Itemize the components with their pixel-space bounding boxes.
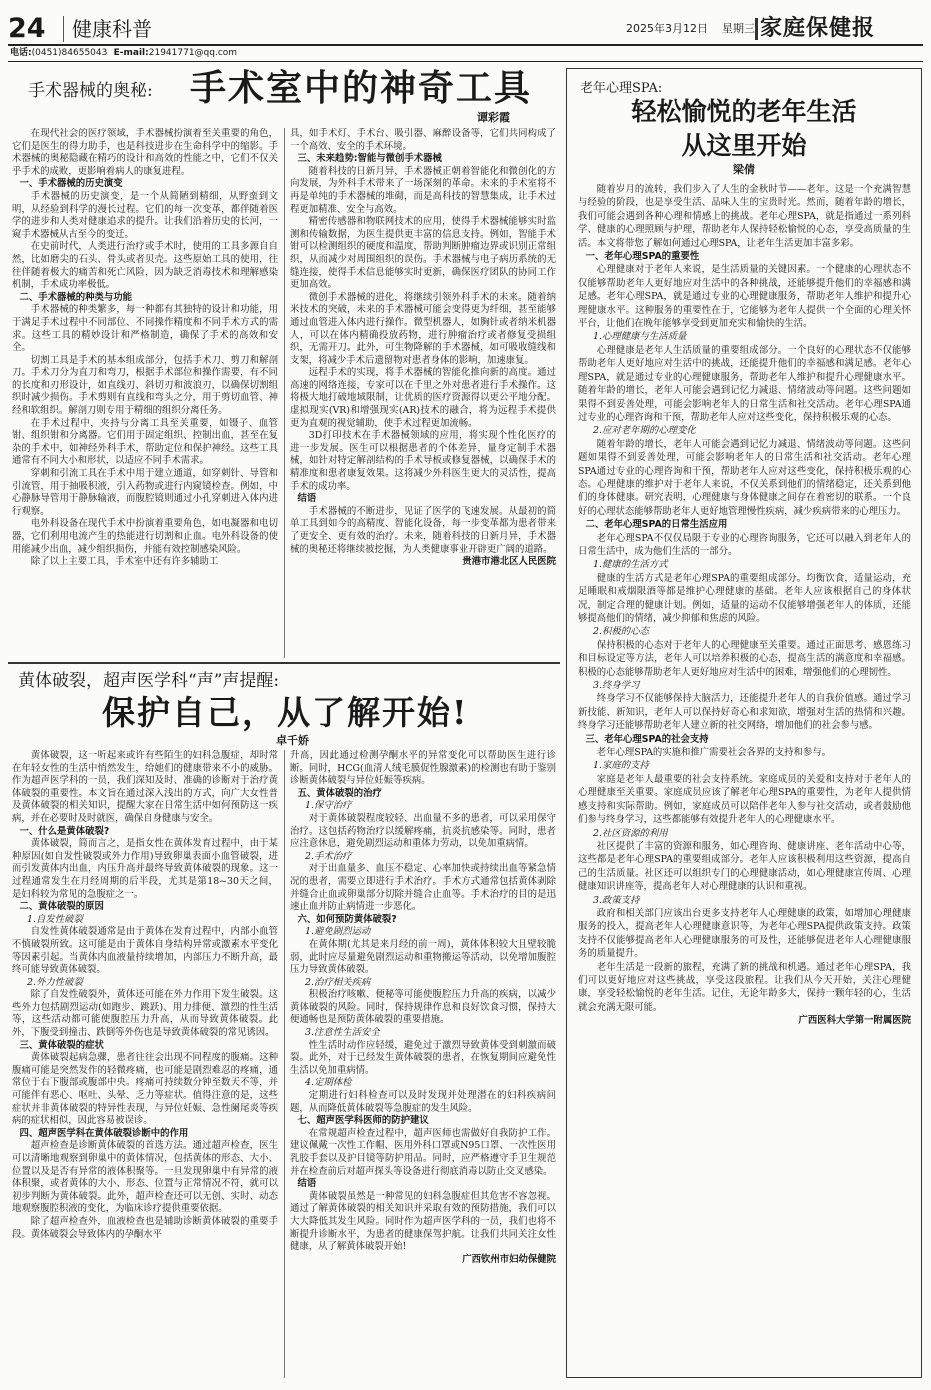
email-address: 21941771@qq.com (148, 48, 238, 58)
section-heading: 结语 (297, 1178, 317, 1190)
body-paragraph: 在手术过程中，夹持与分离工具至关重要，如镊子、血管钳、组织钳和分离器。它们用于固定组织、控制出血，甚至在复杂的手术中，如神经外科手术，帮助定位和保护神经。这些工具通常有不同大小和形状，以适应不同手术需求。 (12, 417, 278, 467)
section-heading: 一、老年心理SPA的重要性 (585, 251, 700, 263)
section-heading: 三、老年心理SPA的社会支持 (585, 733, 709, 745)
subsection-heading: 2.外力性破裂 (27, 976, 83, 988)
body-paragraph: 随着年龄的增长，老年人可能会遇到记忆力减退、情绪波动等问题。这些问题如果得不到妥善处理，可能会影响老年人的日常生活和社交活动。老年心理SPA通过专业的心理咨询和干预，帮助老年人应对这些变化，保持积极乐观的心态。心理健康的维护对于老年人来说，不仅关系到他们的情绪稳定，还关系到他们的身体健康。研究表明，心理健康与身体健康之间存在着密切的联系。一个良好的心理状态能够帮助老年人更好地管理慢性疾病，减少疾病带来的心理压力。 (578, 438, 911, 517)
subsection-heading: 3.终身学习 (593, 680, 640, 692)
contact-line (10, 48, 237, 59)
section-heading: 一、什么是黄体破裂? (19, 825, 110, 837)
section-heading: 一、手术器械的历史演变 (19, 178, 123, 190)
article2-column-2 (290, 750, 556, 1378)
body-paragraph: 微创手术器械的进化，将继续引领外科手术的未来。随着纳米技术的突破，未来的手术器械可能会变得更为纤细，甚至能够通过血管进入体内进行操作。微型机器人，如胸针或者纳米机器人，可以在体内精确投放药物，进行肿瘤治疗或者修复受损组织，无需开刀。此外，可生物降解的手术器械，如可吸收缝线和支架，将减少手术后遗留物对患者身体的影响，加速康复。 (290, 291, 556, 366)
article1-column-2 (290, 128, 556, 658)
section-heading: 三、未来趋势:智能与微创手术器械 (297, 153, 442, 165)
section-heading: 三、黄体破裂的症状 (19, 1039, 104, 1051)
article1-kicker: 手术器械的奥秘: (28, 81, 153, 101)
section-heading: 五、黄体破裂的治疗 (297, 787, 382, 799)
body-paragraph: 黄体破裂，这一听起来或许有些陌生的妇科急腹症，却时常在年轻女性的生活中悄然发生，给她们的健康带来不小的威胁。作为超声医学科的一员，我们深知及时、准确的诊断对于治疗黄体破裂的重要性。本文旨在通过深入浅出的方式，向广大女性普及黄体破裂的相关知识，提醒大家在日常生活中如何预防这一疾病，并在必要时及时就医，确保自身健康与安全。 (12, 750, 278, 824)
body-paragraph: 穿刺和引流工具在手术中用于建立通道，如穿刺针、导管和引流管，用于抽吸积液，引入药物或进行内窥镜检查。例如，中心静脉导管用于静脉输液，而腹腔镜则通过小孔穿刺进入体内进行观察。 (12, 468, 278, 517)
subsection-heading: 1.家庭的支持 (593, 760, 649, 772)
body-paragraph: 健康的生活方式是老年心理SPA的重要组成部分。均衡饮食，适量运动，充足睡眠和戒烟限酒等都是维护心理健康的基础。老年人应该根据自己的身体状况，制定合理的健康计划。例如，适量的运动不仅能够增强老年人的体质，还能够提高他们的情绪，减少抑郁和焦虑的风险。 (578, 572, 911, 624)
body-paragraph: 家庭是老年人最重要的社会支持系统。家庭成员的关爱和支持对于老年人的心理健康至关重要。家庭成员应该了解老年心理SPA的重要性，为老年人提供情感支持和实际帮助。例如，家庭成员可以陪伴老年人参与社交活动，或者鼓励他们参与终身学习，这些都能够有效提升老年人的心理健康水平。 (578, 773, 911, 826)
body-paragraph: 超声检查是诊断黄体破裂的首选方法。通过超声检查，医生可以清晰地观察到卵巢中的黄体情况，包括黄体的形态、大小、位置以及是否有异常的液体积聚等。一旦发现卵巢中有异常的液体积聚，或者黄体的大小、形态、位置与正常情况不符，就可以初步判断为黄体破裂。此外，超声检查还可以无创、实时、动态地观察腹腔积液的变化，为临床诊疗提供重要依据。 (12, 1140, 278, 1215)
issue-date: 2025年3月12日 (626, 22, 708, 35)
body-paragraph: 在常规超声检查过程中，超声医师也需做好自我防护工作。建议佩戴一次性工作帽、医用外科口罩或N95口罩、一次性医用乳胶手套以及护目镜等防护用品。同时，应严格遵守手卫生规范并在检查前后对超声探头等设备进行彻底消毒以防止交叉感染。 (290, 1127, 556, 1177)
subsection-heading: 3.注意性生活安全 (305, 1027, 380, 1039)
page-number: 24 (8, 13, 46, 44)
article3-kicker: 老年心理SPA: (580, 81, 663, 96)
section-heading: 六、如何预防黄体破裂? (297, 913, 397, 925)
body-paragraph: 自发性黄体破裂通常是由于黄体在发育过程中，内部小血管不慎破裂所致。这可能是由于黄体自身结构异常或激素水平变化等因素引起。当黄体内血液量持续增加，内部压力不断升高，最终可能导致黄体破裂。 (12, 926, 278, 976)
paper-masthead: 家庭保健报 (760, 15, 876, 41)
body-paragraph: 除了超声检查外，血液检查也是辅助诊断黄体破裂的重要手段。黄体破裂会导致体内的孕酮水平 (12, 1215, 278, 1240)
header-separator (63, 16, 64, 42)
body-paragraph: 黄体破裂起病急骤，患者往往会出现不同程度的腹痛。这种腹痛可能是突然发作的轻微疼痛，也可能是剧烈难忍的疼痛，通常位于右下腹部或腹部中央。疼痛可持续数分钟至数天不等，并可能伴有恶心、呕吐、头晕、乏力等症状。值得注意的是，这些症状并非黄体破裂的特异性表现，与异位妊娠、急性阑尾炎等疾病的症状相似，因此容易被误诊。 (12, 1052, 278, 1127)
article-divider (8, 662, 560, 664)
section-heading: 二、手术器械的种类与功能 (19, 291, 133, 303)
body-paragraph: 在现代社会的医疗领域，手术器械扮演着至关重要的角色，它们是医生的得力助手，也是科技进步在生命科学中的缩影。手术器械的奥秘隐藏在精巧的设计和高效的性能之中，它们不仅关乎手术的成败，更影响着病人的康复进程。 (12, 128, 278, 177)
body-paragraph: 手术器械的不断进步，见证了医学的飞速发展。从最初的简单工具到如今的高精度、智能化设备，每一步变革都为患者带来了更安全、更有效的治疗。未来，随着科技的日新月异，手术器械的奥秘还将继续被挖掘，为人类健康事业开辟更广阔的道路。 (290, 505, 556, 555)
section-heading: 七、超声医学科医师的防护建议 (297, 1115, 429, 1127)
body-paragraph: 在黄体期(尤其是来月经的前一周)，黄体体积较大且壁较脆弱，此时应尽量避免剧烈运动和重物搬运等活动，以免增加腹腔压力导致黄体破裂。 (290, 938, 556, 976)
subsection-heading: 2.积极的心态 (593, 626, 649, 638)
article2-author: 卓千娇 (276, 734, 309, 747)
subsection-heading: 1.心理健康与生活质量 (593, 331, 687, 343)
body-paragraph: 电外科设备在现代手术中扮演着重要角色，如电凝器和电切器，它们利用电流产生的热能进行切割和止血。电外科设备的使用能减少出血，减少组织损伤，并能有效控制感染风险。 (12, 518, 278, 555)
phone-number: (0451)84655043 (31, 48, 108, 58)
subsection-heading: 2.手术治疗 (305, 850, 352, 862)
body-paragraph: 性生活时动作应轻缓，避免过于激烈导致黄体受到刺激而破裂。此外，对于已经发生黄体破裂的患者，在恢复期间应避免性生活以免加重病情。 (290, 1039, 556, 1076)
article1-title: 手术室中的神奇工具 (190, 67, 533, 109)
subsection-heading: 2.应对老年期的心理变化 (593, 425, 696, 437)
article3-title-line1: 轻松愉悦的老年生活 (631, 97, 857, 126)
subsection-heading: 1.自发性破裂 (27, 913, 83, 925)
subsection-heading: 4.定期体检 (305, 1077, 352, 1089)
article1-author: 谭彩霞 (477, 111, 510, 124)
body-paragraph: 除了自发性破裂外，黄体还可能在外力作用下发生破裂。这些外力包括剧烈运动(如跑步、跳跃)、用力排便、激烈的性生活等，这些活动都可能使腹腔压力升高，从而导致黄体破裂。此外，下腹受到撞击、跌倒等外伤也是导致黄体破裂的常见诱因。 (12, 989, 278, 1039)
body-paragraph: 在史前时代，人类进行治疗或手术时，使用的工具多源自自然，比如磨尖的石头、骨头或者贝壳。这些原始工具的使用，往往伴随着极大的痛苦和死亡风险，因为缺乏消毒技术和理解感染机制，手术成功率极低。 (12, 241, 278, 291)
header-rule (8, 44, 923, 46)
author-affiliation: 广西医科大学第一附属医院 (798, 1015, 911, 1027)
author-affiliation: 广西钦州市妇幼保健院 (462, 1253, 556, 1265)
body-paragraph: 手术器械的种类繁多，每一种都有其独特的设计和功能，用于满足手术过程中不同部位、不同操作精度和不同手术方式的需求。这些工具的精妙设计和严格制造，确保了手术的高效和安全。 (12, 304, 278, 354)
body-paragraph: 定期进行妇科检查可以及时发现并处理潜在的妇科疾病问题，从而降低黄体破裂等急腹症的发生风险。 (290, 1090, 556, 1114)
subsection-heading: 3.政策支持 (593, 894, 640, 906)
phone-label: 电话: (10, 48, 32, 58)
body-paragraph: 终身学习不仅能够保持大脑活力，还能提升老年人的自我价值感。通过学习新技能、新知识，老年人可以保持好奇心和求知欲，增强对生活的热情和兴趣。终身学习还能够帮助老年人建立新的社交网络，增加他们的社会参与感。 (578, 693, 911, 732)
section-heading: 二、黄体破裂的原因 (19, 901, 104, 913)
section-title: 健康科普 (72, 17, 152, 41)
body-paragraph: 随着科技的日新月异，手术器械正朝着智能化和微创化的方向发展，为外科手术带来了一场深刻的革命。未来的手术室将不再是单纯的手术器械的堆砌，而是高科技的智慧集成，让手术过程更加精准、安全与高效。 (290, 165, 556, 215)
body-paragraph: 老年心理SPA的实施和推广需要社会各界的支持和参与。 (596, 747, 832, 759)
body-paragraph: 老年生活是一段新的旅程，充满了新的挑战和机遇。通过老年心理SPA，我们可以更好地应对这些挑战，享受这段旅程。让我们从今天开始，关注心理健康，享受轻松愉悦的老年生活。记住，无论年龄多大，保持一颗年轻的心，生活就会充满无限可能。 (578, 961, 911, 1013)
article1-column-1 (12, 128, 278, 658)
body-paragraph: 黄体破裂，简而言之，是指女性在黄体发育过程中，由于某种原因(如自发性破裂或外力作用)导致卵巢表面小血管破裂，进而引发黄体内出血，内压升高并最终导致黄体破裂的现象。这一过程通常发生在月经周期的后半段，尤其是第18~30天之间，是妇科较为常见的急腹症之一。 (12, 838, 278, 900)
author-affiliation: 贵港市港北区人民医院 (462, 556, 556, 568)
body-paragraph: 除了以上主要工具，手术室中还有许多辅助工 (30, 556, 219, 568)
body-paragraph: 远程手术的实现，将手术器械的智能化推向新的高度。通过高速的网络连接，专家可以在千里之外对患者进行手术操作。这将极大地打破地域限制，让优质的医疗资源得以更公平地分配。虚拟现实(VR)和增强现实(AR)技术的融合，将为远程手术提供更为直观的视觉辅助，使手术过程更加流畅。 (290, 367, 556, 429)
body-paragraph: 黄体破裂虽然是一种常见的妇科急腹症但其危害不容忽视。通过了解黄体破裂的相关知识并采取有效的预防措施，我们可以大大降低其发生风险。同时作为超声医学科的一员，我们也将不断提升诊断水平，为患者的健康保驾护航。让我们共同关注女性健康，从了解黄体破裂开始! (290, 1190, 556, 1253)
body-paragraph: 3D打印技术在手术器械领域的应用，将实现个性化医疗的进一步发展。医生可以根据患者的个体差异，量身定制手术器械，如针对特定解剖结构的手术导板或修复器械，以确保手术的精准度和患者康复效果。这将减少外科医生更大的灵活性，提高手术的成功率。 (290, 430, 556, 492)
article2-title: 保护自己，从了解开始! (102, 693, 469, 732)
body-paragraph: 对于出血量多、血压不稳定、心率加快或持续出血等紧急情况的患者，需要立即进行手术治疗。手术方式通常包括黄体剥除并缝合止血或卵巢部分切除并缝合止血等。手术治疗的目的是迅速止血并防止病情进一步恶化。 (290, 863, 556, 913)
body-paragraph: 心理健康对于老年人来说，是生活质量的关键因素。一个健康的心理状态不仅能够帮助老年人更好地应对生活中的各种挑战，还能够提升他们的幸福感和满足感。老年心理SPA，就是通过专业的心理健康服务，帮助老年人维护和提升心理健康水平。这种服务的重要性在于，它能够为老年人提供一个全面的心理关怀平台，让他们在晚年能够享受到更加充实和愉快的生活。 (578, 264, 911, 330)
article3-author: 梁倩 (733, 163, 755, 176)
section-heading: 二、老年心理SPA的日常生活应用 (585, 519, 728, 531)
header-rule-bottom (8, 61, 923, 62)
body-paragraph: 政府和相关部门应该出台更多支持老年人心理健康的政策，如增加心理健康服务的投入，提高老年人心理健康意识等，为老年心理SPA提供政策支持。政策支持不仅能够提高老年人心理健康服务的可及性，还能够促进老年人心理健康服务的质量提升。 (578, 907, 911, 960)
body-paragraph: 手术器械的历史演变，是一个从简陋到精细，从野蛮到文明，从经验到科学的漫长过程。它们的每一次变革，都伴随着医学的进步和人类对健康追求的提升。让我们沿着历史的长河，一窥手术器械从古至今的变迁。 (12, 190, 278, 240)
column-divider (284, 128, 285, 658)
masthead-bar (755, 18, 758, 40)
issue-weekday: 星期三 (722, 22, 755, 35)
body-paragraph: 积极治疗咳嗽、便秘等可能使腹腔压力升高的疾病，以减少黄体破裂的风险。同时，保持规律作息和良好饮食习惯，保持大便通畅也是预防黄体破裂的重要措施。 (290, 989, 556, 1026)
article2-kicker: 黄体破裂，超声医学科“声”声提醒: (18, 671, 280, 691)
body-paragraph: 社区提供了丰富的资源和服务，如心理咨询、健康讲座、老年活动中心等，这些都是老年心理SPA的重要组成部分。老年人应该积极利用这些资源，提高自己的生活质量。社区还可以组织专门的心理健康活动，如心理健康宣传周、心理健康知识讲座等，提高老年人对心理健康的认识和重视。 (578, 840, 911, 893)
section-heading: 四、超声医学科在黄体破裂诊断中的作用 (19, 1127, 189, 1139)
body-paragraph: 心理健康是老年人生活质量的重要组成部分。一个良好的心理状态不仅能够帮助老年人更好地应对生活中的挑战，还能提升他们的幸福感和满足感。老年心理SPA，就是通过专业的心理健康服务，帮助老年人维护和提升心理健康水平。随着年龄的增长，老年人可能会遇到记忆力减退、情绪波动等问题。这些问题如果得不到妥善处理，可能会影响老年人的日常生活和社交活动。老年心理SPA通过专业的心理咨询和干预，帮助老年人应对这些变化，保持积极乐观的心态。 (578, 344, 911, 423)
subsection-heading: 2.治疗相关疾病 (305, 976, 371, 988)
subsection-heading: 1.避免剧烈运动 (305, 926, 371, 938)
body-paragraph: 保持积极的心态对于老年人的心理健康至关重要。通过正面思考、感恩练习和目标设定等方法，老年人可以培养积极的心态，提高生活的满意度和幸福感。积极的心态能够帮助老年人更好地应对生活中的困难，增强他们的心理韧性。 (578, 639, 911, 678)
body-paragraph: 对于黄体破裂程度较轻、出血量不多的患者，可以采用保守治疗。这包括药物治疗以缓解疼痛，抗炎抗感染等。同时，患者应注意休息，避免剧烈运动和重体力劳动，以免加重病情。 (290, 812, 556, 850)
article3-body (578, 183, 911, 1373)
continued-paragraph: 升高，因此通过检测孕酮水平的异常变化可以帮助医生进行诊断。同时，HCG(血清人绒毛膜促性腺激素)的检测也有助于鉴别诊断黄体破裂与异位妊娠等疾病。 (290, 750, 556, 787)
section-heading: 结语 (297, 493, 317, 505)
body-paragraph: 老年心理SPA不仅仅局限于专业的心理咨询服务，它还可以融入到老年人的日常生活中，成为他们生活的一部分。 (578, 532, 911, 557)
column-divider (284, 750, 285, 1378)
email-label: E-mail: (113, 48, 149, 58)
subsection-heading: 2.社区资源的利用 (593, 827, 668, 839)
body-paragraph: 随着岁月的流转，我们步入了人生的金秋时节——老年。这是一个充满智慧与经验的阶段，也是享受生活、品味人生的宝贵时光。然而，随着年龄的增长，我们可能会遇到各种心理和情感上的挑战。老年心理SPA，就是指通过一系列科学、健康的心理照顾与护理，帮助老年人保持轻松愉悦的心态，享受高质量的生活。本文将带您了解如何通过心理SPA，让老年生活更加丰富多彩。 (578, 184, 911, 249)
body-paragraph: 切割工具是手术的基本组成部分，包括手术刀、剪刀和解剖刀。手术刀分为直刀和弯刀，根据手术部位和操作需要，有不同的长度和刃形设计，如直线刃、斜切刃和波浪刃，以确保切割组织时减少损伤。手术剪则有直线和弯头之分，用于剪切血管、神经和软组织。解剖刀则专用于精细的组织分离任务。 (12, 354, 278, 417)
article3-title-line2: 从这里开始 (681, 131, 807, 160)
subsection-heading: 1.健康的生活方式 (593, 559, 668, 571)
article2-column-1 (12, 750, 278, 1378)
subsection-heading: 1.保守治疗 (305, 800, 352, 812)
continued-paragraph: 具，如手术灯、手术台、吸引器、麻醉设备等，它们共同构成了一个高效、安全的手术环境。 (290, 128, 556, 152)
body-paragraph: 精密传感器和物联网技术的应用，使得手术器械能够实时监测和传输数据，为医生提供更丰富的信息支持。例如，智能手术钳可以检测组织的硬度和温度，帮助判断肿瘤边界或识别正常组织，从而减少对周围组织的误伤。手术器械与电子病历系统的无缝连接，使得手术信息能够实时更新，确保医疗团队的协同工作更加高效。 (290, 216, 556, 291)
